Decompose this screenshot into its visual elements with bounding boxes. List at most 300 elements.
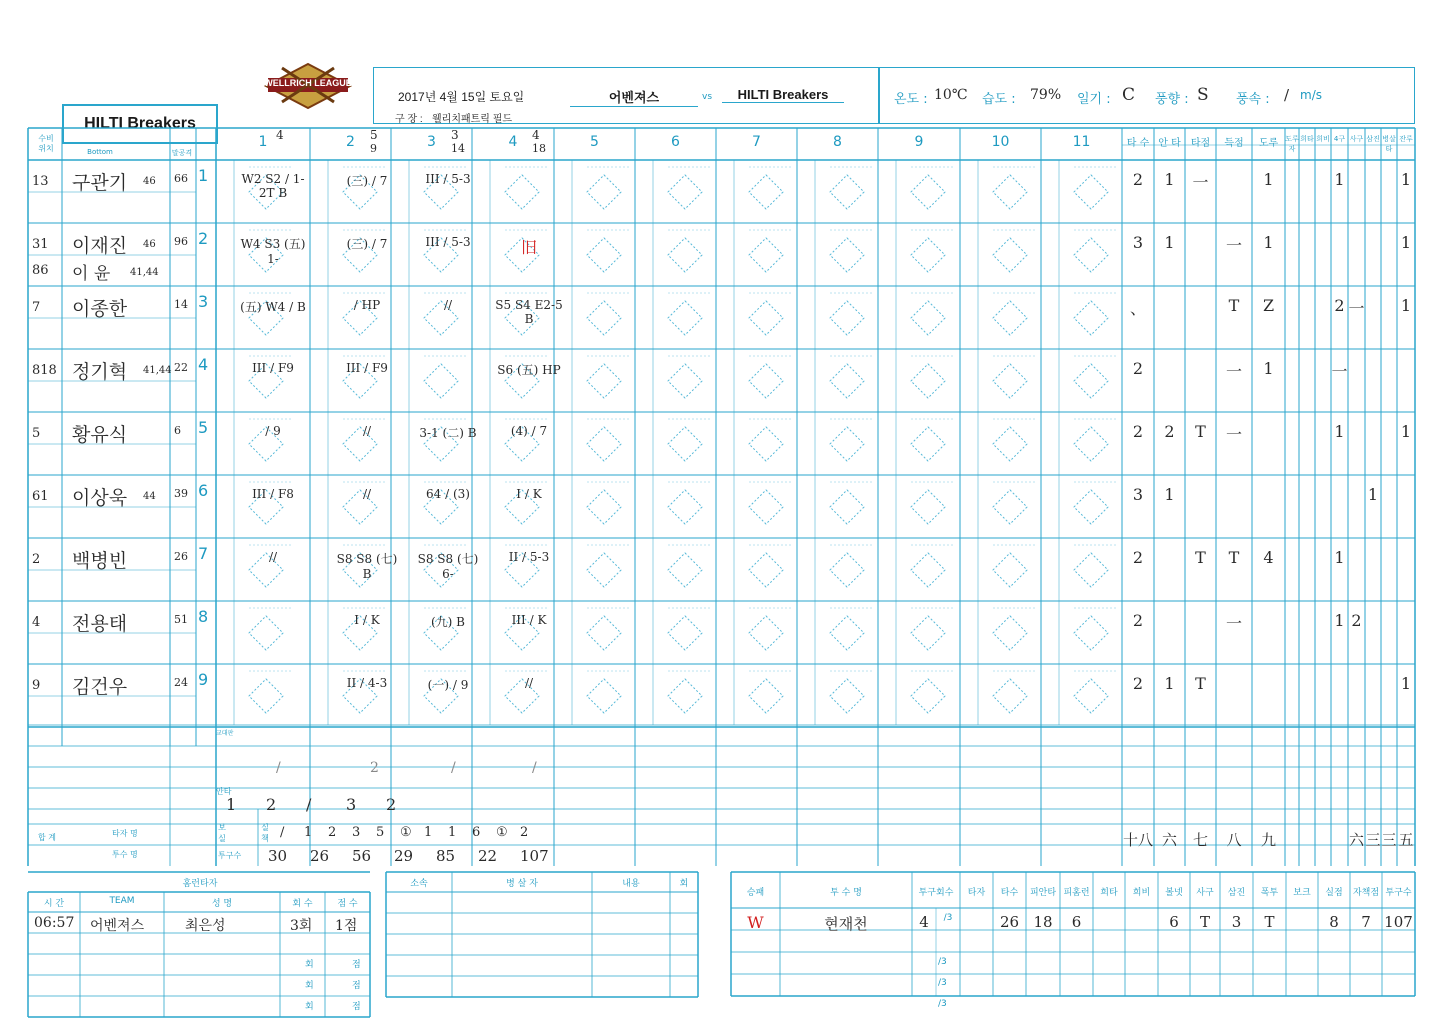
total-value: 十八 (1122, 831, 1153, 849)
base-diamond (1074, 364, 1108, 398)
base-diamond (668, 238, 702, 272)
player-position: 5 (32, 426, 41, 441)
walks-errors-value: 5 (376, 825, 385, 840)
player-position: 7 (32, 300, 41, 315)
away-team: 어벤져스 (570, 87, 698, 107)
inning-header-1: 1 (258, 134, 268, 150)
wind-unit: m/s (1300, 88, 1322, 102)
wind-dir-value: S (1197, 85, 1209, 105)
vs-label: vs (702, 92, 713, 102)
play-notation: II / 4-3 (346, 676, 388, 690)
pitching-cell: /3 (943, 913, 953, 923)
base-diamond (668, 616, 702, 650)
stat-value: 2 (1334, 296, 1345, 315)
base-diamond (830, 175, 864, 209)
home-team: HILTI Breakers (722, 87, 844, 103)
back-number: 26 (174, 550, 188, 563)
hoe-label: 회 (305, 981, 314, 991)
batting-order: 1 (198, 166, 209, 185)
player-position: 61 (32, 489, 49, 504)
stat-header: 잔루 (1399, 135, 1413, 143)
inning-count-top: 4 (532, 128, 540, 142)
sub-player-name: 이 윤 (72, 264, 111, 284)
stat-header: 희타 (1300, 135, 1314, 143)
pitching-cell: 6 (1169, 913, 1179, 931)
base-diamond (587, 301, 621, 335)
base-diamond (993, 427, 1027, 461)
total-value: 五 (1398, 831, 1414, 849)
logo-text: WELLRICH LEAGUE (264, 78, 352, 88)
temp-value: 10℃ (934, 87, 968, 103)
stat-value: 、 (1129, 299, 1146, 318)
temp-label: 온도 : (894, 92, 928, 107)
stat-value: 1 (1400, 422, 1412, 441)
player-position: 13 (32, 174, 49, 189)
batting-order: 7 (198, 544, 209, 563)
inning-header-8: 8 (833, 134, 842, 150)
base-diamond (993, 364, 1027, 398)
base-diamond (830, 553, 864, 587)
play-notation: // (362, 424, 372, 438)
stat-value: 1 (1400, 233, 1412, 252)
base-diamond (749, 490, 783, 524)
stat-value: 1 (1334, 611, 1345, 630)
pitching-cell: W (747, 913, 764, 932)
base-diamond (749, 679, 783, 713)
batting-order: 9 (198, 670, 209, 689)
stat-value: T (1195, 674, 1206, 693)
stat-value: 2 (1132, 359, 1144, 378)
homerun-title: 홈런타자 (182, 879, 218, 889)
hits-value: 3 (346, 795, 357, 814)
stat-value: 一 (1331, 362, 1348, 381)
base-diamond (424, 364, 458, 398)
pitch-count-value: 107 (520, 847, 549, 865)
walks-errors-value: 2 (520, 825, 529, 840)
stat-value: 1 (1263, 170, 1274, 189)
humid-label: 습도 : (982, 92, 1016, 107)
play-notation: (九) B (431, 615, 465, 629)
pos-header: 수비 위치 (38, 134, 54, 153)
play-notation: // (362, 487, 372, 501)
hits-value: 1 (226, 795, 237, 814)
inning-header-3: 3 (427, 134, 436, 150)
pitching-cell: 현재천 (824, 915, 868, 933)
base-diamond (1074, 679, 1108, 713)
game-date: 2017년 4월 15일 토요일 (398, 90, 525, 104)
play-notation: W2 S2 / 1-2T B (241, 172, 305, 200)
stat-value: T (1195, 548, 1206, 567)
base-diamond (1074, 490, 1108, 524)
base-diamond (911, 553, 945, 587)
dead-header: 소속 (410, 879, 428, 889)
play-notation: S8 S8 (七) 6- (417, 552, 479, 581)
player-number: 41,44 (143, 365, 172, 376)
pitcher-name-label: 투수 명 (112, 850, 138, 859)
inning-count-top: 4 (276, 128, 284, 142)
base-diamond (830, 616, 864, 650)
total-value: 七 (1192, 831, 1208, 849)
stat-header: 도루 (1258, 138, 1279, 149)
homerun-cell: 3회 (290, 918, 313, 934)
jeom-label: 점 (352, 981, 361, 991)
stat-header: 사구 (1349, 135, 1364, 143)
player-position: 4 (32, 615, 41, 630)
hits-value: / (306, 795, 312, 814)
pitching-header: 투구수 (1385, 888, 1412, 898)
dead-header: 내용 (622, 879, 640, 889)
pitch-count-value: 26 (310, 847, 330, 865)
pitching-header: 자책점 (1352, 888, 1380, 898)
player-name: 정기혁 (72, 361, 128, 383)
pitching-header: 삼진 (1227, 888, 1246, 898)
stat-value: 一 (1348, 299, 1365, 318)
player-position: 2 (32, 552, 41, 567)
stat-value: 1 (1164, 170, 1175, 189)
pitching-cell: T (1264, 913, 1275, 931)
base-diamond (830, 427, 864, 461)
thirds-label: /3 (938, 978, 947, 988)
batter-name-label: 타자 명 (112, 829, 138, 838)
base-diamond (911, 238, 945, 272)
change-label: 교대판 (216, 730, 234, 737)
total-value: 三 (1381, 831, 1397, 849)
play-notation: 64 / (3) (426, 487, 470, 501)
pitching-cell: T (1199, 913, 1210, 931)
play-notation: W4 S3 (五) 1- (240, 237, 306, 266)
weather-label: 일기 : (1077, 92, 1111, 107)
base-diamond (505, 175, 539, 209)
base-diamond (749, 553, 783, 587)
stat-value: 1 (1400, 170, 1412, 189)
inning-count-top: 5 (370, 128, 378, 142)
pitching-header: 보크 (1293, 888, 1311, 898)
homerun-header: 회 수 (292, 899, 313, 909)
stat-value: T (1228, 548, 1240, 567)
homerun-header: 시 간 (43, 899, 65, 909)
base-diamond (668, 490, 702, 524)
stat-value: 一 (1225, 362, 1242, 381)
player-number: 46 (143, 176, 156, 187)
pitch-count-value: 56 (352, 847, 372, 865)
hits-value: 2 (266, 795, 277, 814)
stat-value: 3 (1132, 233, 1144, 252)
pitch-count-value: 30 (268, 847, 288, 865)
total-value: 六 (1161, 831, 1177, 849)
stat-value: 一 (1225, 236, 1242, 255)
pitching-header: 투 수 명 (830, 888, 862, 898)
walks-errors-value: 6 (472, 825, 481, 840)
player-name: 황유식 (72, 424, 128, 446)
total-label: 합 계 (38, 833, 56, 842)
wind-speed-value: / (1284, 86, 1290, 104)
base-diamond (668, 553, 702, 587)
pitching-header: 피홈런 (1063, 888, 1090, 898)
base-diamond (911, 490, 945, 524)
stat-value: 2 (1132, 170, 1144, 189)
base-diamond (587, 616, 621, 650)
back-number: 96 (174, 235, 188, 248)
stat-value: 一 (1192, 173, 1209, 192)
walks-errors-value: 1 (304, 825, 313, 840)
player-name: 구관기 (72, 172, 128, 194)
base-diamond (749, 301, 783, 335)
stat-value: 1 (1263, 233, 1274, 252)
inning-header-7: 7 (752, 134, 761, 150)
stat-value: 3 (1132, 485, 1144, 504)
dead-header: 회 (679, 879, 689, 889)
player-name: 이재진 (72, 235, 128, 257)
walks-errors-value: 1 (424, 825, 433, 840)
base-diamond (993, 238, 1027, 272)
stat-header: 타 수 (1126, 138, 1150, 149)
base-diamond (587, 364, 621, 398)
total-value: 六 (1348, 831, 1364, 849)
pitch-count-value: 22 (478, 847, 498, 865)
stat-value: 1 (1164, 674, 1175, 693)
base-diamond (668, 301, 702, 335)
play-notation: // (524, 676, 534, 690)
humid-value: 79% (1030, 87, 1062, 103)
hits-value: 2 (386, 795, 397, 814)
play-notation: (一) / 9 (427, 678, 469, 692)
play-notation: 旧 (520, 238, 537, 257)
stat-value: 1 (1400, 674, 1412, 693)
base-diamond (587, 427, 621, 461)
pitching-cell: 18 (1033, 913, 1053, 931)
thirds-label: /3 (938, 957, 947, 967)
play-notation: (三) / 7 (346, 237, 388, 251)
stat-header: 득점 (1224, 138, 1244, 149)
stat-header: 삼진 (1366, 135, 1380, 143)
venue-name: 웰리치패트릭 필드 (432, 114, 513, 125)
lob-mark: / (532, 760, 537, 776)
pitching-header: 실점 (1325, 888, 1343, 898)
play-notation: // (443, 298, 453, 312)
play-notation: III / F9 (346, 361, 388, 375)
player-number: 44 (143, 491, 156, 502)
pitching-cell: 107 (1384, 913, 1413, 931)
play-notation: (三) / 7 (346, 174, 388, 188)
base-diamond (911, 364, 945, 398)
stat-value: 2 (1132, 611, 1144, 630)
pitching-header: 희타 (1100, 888, 1118, 898)
inning-count-bottom: 14 (451, 142, 465, 155)
base-diamond (911, 301, 945, 335)
pitching-cell: 4 (919, 913, 929, 931)
play-notation: (4) / 7 (510, 424, 548, 438)
play-notation: S6 (五) HP (497, 363, 561, 377)
homerun-cell: 1점 (335, 918, 358, 934)
base-diamond (830, 490, 864, 524)
lob-mark: / (276, 760, 281, 776)
player-name: 이상욱 (72, 487, 128, 509)
team-name: HILTI Breakers (84, 115, 196, 132)
base-diamond (749, 364, 783, 398)
inning-count-bottom: 9 (370, 142, 377, 155)
play-notation: III / F8 (252, 487, 294, 501)
homerun-header: TEAM (109, 896, 135, 906)
jeom-label: 점 (352, 960, 361, 970)
stat-header: 병살타 (1382, 135, 1396, 153)
hoe-label: 회 (305, 960, 314, 970)
stat-value: 2 (1132, 548, 1144, 567)
base-diamond (993, 175, 1027, 209)
base-diamond (587, 679, 621, 713)
base-diamond (911, 427, 945, 461)
player-position: 9 (32, 678, 41, 693)
play-notation: / 9 (265, 424, 281, 438)
stat-header: 도루자 (1285, 135, 1299, 153)
homerun-cell: 최은성 (185, 918, 226, 934)
base-diamond (587, 553, 621, 587)
stat-value: 1 (1400, 296, 1412, 315)
pitch-count-label: 투구수 (218, 851, 242, 860)
base-diamond (249, 679, 283, 713)
base-diamond (830, 364, 864, 398)
base-diamond (1074, 553, 1108, 587)
thirds-label: /3 (938, 999, 947, 1009)
bottom-label: Bottom (87, 148, 113, 156)
stat-value: 1 (1263, 359, 1274, 378)
stat-value: 4 (1263, 548, 1274, 567)
wind-speed-label: 풍속 : (1236, 92, 1270, 107)
inning-header-10: 10 (991, 134, 1010, 150)
base-diamond (993, 301, 1027, 335)
pitching-header: 희비 (1132, 888, 1151, 898)
stat-value: 1 (1334, 548, 1345, 567)
stat-value: 一 (1225, 614, 1242, 633)
lob-mark: 2 (370, 760, 379, 776)
stat-value: T (1228, 296, 1240, 315)
base-diamond (993, 679, 1027, 713)
stat-header: 안 타 (1158, 138, 1181, 149)
walks-errors-value: ① (496, 825, 508, 840)
stat-value: 2 (1164, 422, 1175, 441)
pitching-header: 사구 (1196, 888, 1214, 898)
walks-errors-value: ① (400, 825, 412, 840)
inning-count-top: 3 (451, 128, 459, 142)
base-diamond (830, 679, 864, 713)
base-diamond (911, 679, 945, 713)
batting-order: 6 (198, 481, 209, 500)
base-diamond (993, 616, 1027, 650)
play-notation: I / K (354, 613, 380, 627)
back-number: 39 (174, 487, 188, 500)
stat-value: 1 (1164, 485, 1175, 504)
hits-label: 안타 (216, 787, 232, 796)
inning-count-bottom: 18 (532, 142, 546, 155)
pitching-header: 볼넷 (1165, 888, 1183, 898)
play-notation: III / K (511, 613, 547, 627)
venue-label: 구 장 : (395, 114, 423, 125)
stat-value: 1 (1164, 233, 1175, 252)
play-notation: (五) W4 / B (240, 300, 306, 314)
pitching-header: 승패 (746, 888, 765, 898)
inning-header-4: 4 (508, 134, 518, 150)
base-diamond (1074, 301, 1108, 335)
base-diamond (1074, 175, 1108, 209)
walks-errors-value: 2 (328, 825, 337, 840)
play-notation: II / 5-3 (508, 550, 550, 564)
inning-header-9: 9 (914, 134, 924, 150)
play-notation: III / 5-3 (425, 235, 471, 249)
pitching-header: 타자 (967, 888, 986, 898)
pitch-count-value: 29 (394, 847, 414, 865)
base-diamond (993, 490, 1027, 524)
wind-dir-label: 풍향 : (1155, 92, 1189, 107)
base-diamond (668, 175, 702, 209)
back-number: 14 (174, 298, 188, 311)
base-diamond (749, 175, 783, 209)
errors-label: 실 책 (261, 823, 269, 843)
stat-header: 4구 (1333, 135, 1346, 143)
stat-value: T (1195, 422, 1206, 441)
player-name: 이종한 (72, 298, 128, 320)
play-notation: S8 S8 (七) B (336, 552, 398, 581)
stat-value: Z (1262, 296, 1275, 315)
homerun-cell: 어벤져스 (90, 918, 145, 934)
inning-header-6: 6 (671, 134, 680, 150)
base-diamond (1074, 427, 1108, 461)
stat-value: 1 (1334, 170, 1345, 189)
pitching-header: 폭투 (1260, 888, 1279, 898)
pitching-cell: 3 (1231, 913, 1242, 931)
base-diamond (911, 175, 945, 209)
inning-header-2: 2 (346, 134, 355, 150)
stat-value: 1 (1367, 485, 1379, 504)
stat-header: 희비 (1316, 135, 1330, 143)
back-number: 66 (174, 172, 188, 185)
homerun-cell: 06:57 (34, 915, 75, 931)
pitching-cell: 8 (1329, 913, 1339, 931)
base-diamond (668, 427, 702, 461)
base-diamond (830, 301, 864, 335)
bat-header: 말공격 (171, 149, 193, 157)
play-notation: III / F9 (252, 361, 294, 375)
jeom-label: 점 (352, 1002, 361, 1012)
base-diamond (587, 238, 621, 272)
pitching-cell: 6 (1071, 913, 1082, 931)
base-diamond (1074, 616, 1108, 650)
batting-order: 2 (198, 229, 209, 248)
sub-position: 86 (32, 263, 49, 278)
base-diamond (749, 238, 783, 272)
batting-order: 3 (198, 292, 209, 311)
back-number: 6 (174, 424, 181, 437)
pitch-count-value: 85 (436, 847, 456, 865)
play-notation: 3-1 (二) B (419, 426, 477, 440)
base-diamond (749, 616, 783, 650)
player-name: 백병빈 (72, 550, 128, 572)
total-value: 九 (1260, 831, 1276, 849)
base-diamond (830, 238, 864, 272)
play-notation: III / 5-3 (425, 172, 471, 186)
dead-header: 병 살 자 (506, 879, 538, 889)
walks-errors-value: 3 (352, 825, 361, 840)
homerun-header: 점 수 (337, 899, 358, 909)
base-diamond (993, 553, 1027, 587)
pitching-header: 피안타 (1029, 888, 1057, 898)
lob-mark: / (451, 760, 456, 776)
base-diamond (668, 364, 702, 398)
pitching-header: 투구회수 (918, 888, 954, 898)
base-diamond (587, 175, 621, 209)
player-position: 818 (32, 363, 57, 378)
batting-order: 5 (198, 418, 209, 437)
walks-errors-value: / (280, 825, 285, 840)
play-notation: S5 S4 E2-5 B (495, 298, 563, 326)
